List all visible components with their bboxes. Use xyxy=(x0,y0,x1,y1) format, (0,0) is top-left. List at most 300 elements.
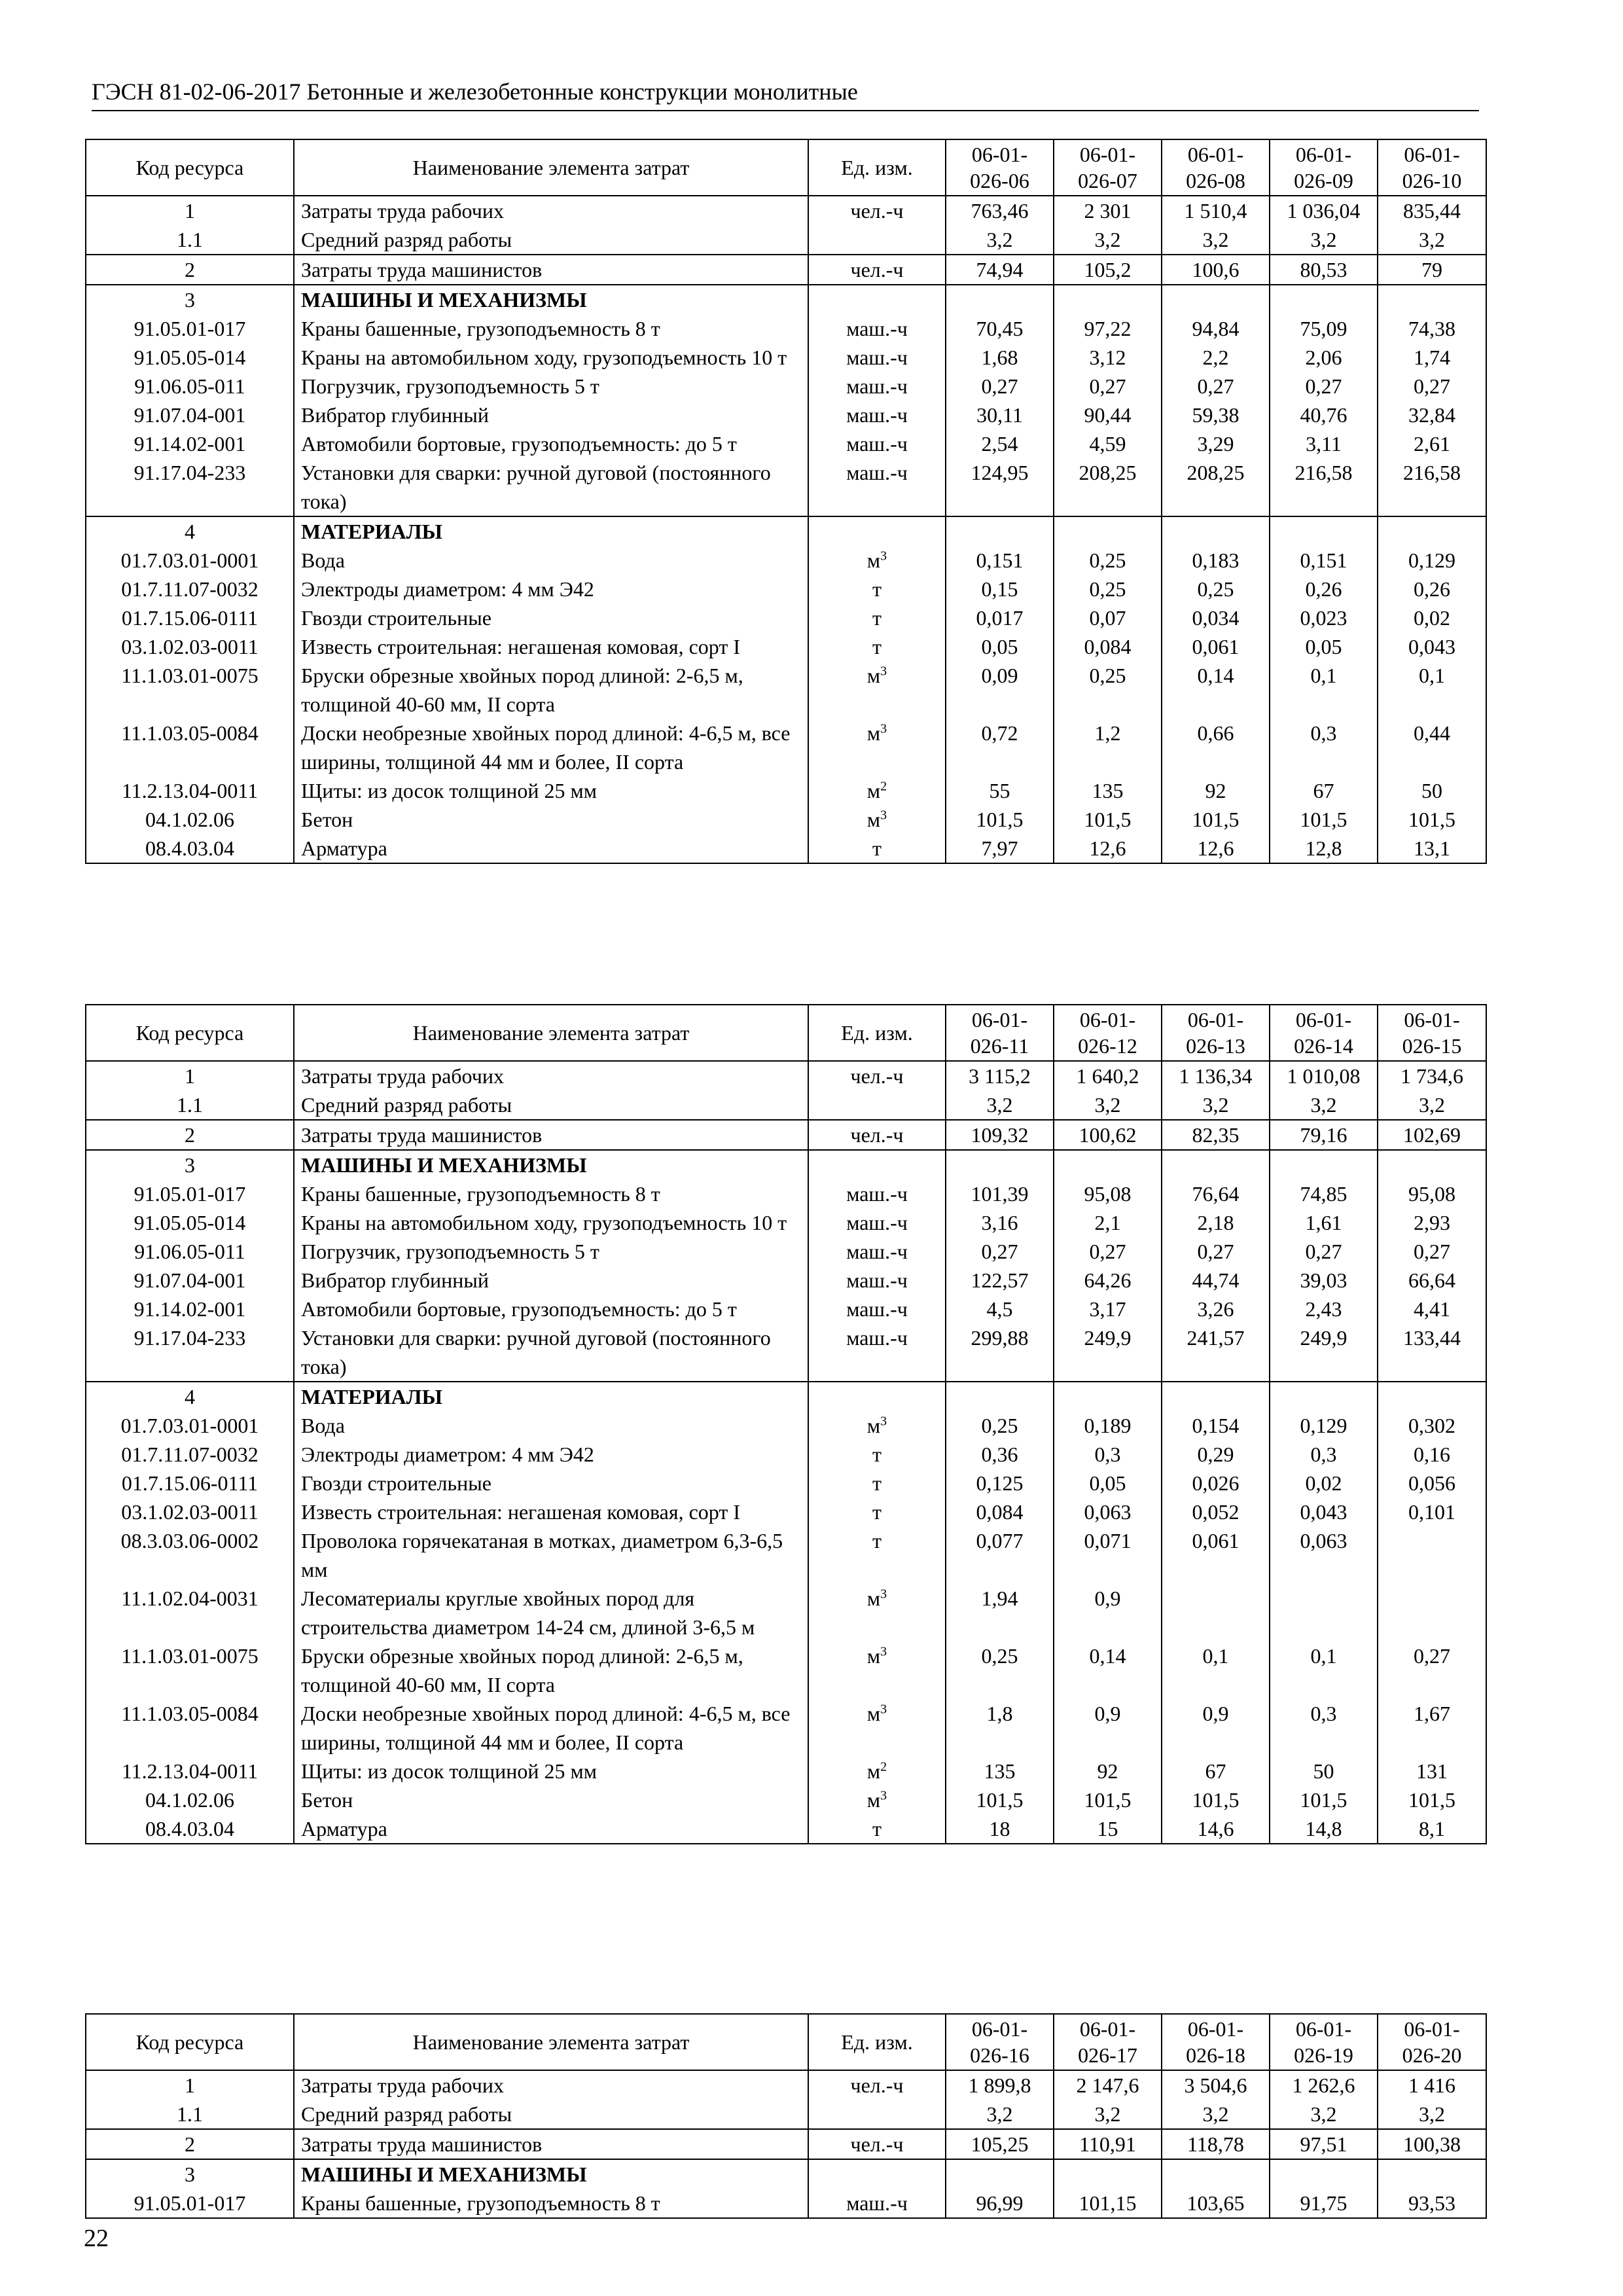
value-cell: 1 136,34 xyxy=(1162,1061,1270,1090)
unit-text: т xyxy=(872,1817,882,1840)
unit-cell xyxy=(808,834,946,863)
value-cell: 13,1 xyxy=(1378,834,1486,863)
section-title: МАШИНЫ И МЕХАНИЗМЫ xyxy=(294,1150,808,1179)
value-cell: 0,1 xyxy=(1162,1641,1270,1699)
value-cell: 0,052 xyxy=(1162,1498,1270,1526)
value-cell xyxy=(1162,2159,1270,2189)
value-cell: 2,54 xyxy=(946,429,1054,458)
unit-cell xyxy=(808,458,946,516)
unit-text: т xyxy=(872,1529,882,1552)
resource-code: 01.7.03.01-0001 xyxy=(86,546,294,575)
value-cell: 0,72 xyxy=(946,719,1054,776)
unit-cell xyxy=(808,719,946,776)
page-number: 22 xyxy=(84,2225,109,2252)
value-cell: 101,5 xyxy=(946,805,1054,834)
unit-cell xyxy=(808,776,946,805)
resource-code: 91.05.01-017 xyxy=(86,1179,294,1208)
unit-text: м xyxy=(866,548,881,572)
value-cell xyxy=(1378,1382,1486,1411)
value-cell: 1,68 xyxy=(946,343,1054,372)
resource-code: 4 xyxy=(86,1382,294,1411)
resource-code: 91.05.05-014 xyxy=(86,1208,294,1237)
value-cell: 1,67 xyxy=(1378,1699,1486,1757)
value-cell: 3,2 xyxy=(1270,1090,1378,1120)
value-cell: 0,1 xyxy=(1270,1641,1378,1699)
table-row xyxy=(86,1323,1486,1382)
value-cell: 3,2 xyxy=(1162,2100,1270,2129)
value-cell: 0,05 xyxy=(946,632,1054,661)
value-cell: 0,043 xyxy=(1270,1498,1378,1526)
resource-code: 01.7.11.07-0032 xyxy=(86,1440,294,1469)
value-cell: 0,9 xyxy=(1054,1584,1162,1641)
value-cell: 92 xyxy=(1162,776,1270,805)
value-cell: 101,15 xyxy=(1054,2189,1162,2218)
unit-cell xyxy=(808,1090,946,1120)
resource-name: Средний разряд работы xyxy=(294,225,808,255)
value-cell xyxy=(1162,285,1270,314)
value-cell: 249,9 xyxy=(1270,1323,1378,1382)
unit-cell xyxy=(808,1757,946,1785)
value-cell: 0,09 xyxy=(946,661,1054,719)
table-row xyxy=(86,1061,1486,1090)
value-cell xyxy=(1054,2159,1162,2189)
resource-name: Средний разряд работы xyxy=(294,1090,808,1120)
resource-code: 91.17.04-233 xyxy=(86,1323,294,1382)
resource-name: Проволока горячекатаная в мотках, диаметром 6,3-6,5 мм xyxy=(294,1526,808,1584)
resource-code: 91.05.01-017 xyxy=(86,314,294,343)
resource-code: 91.07.04-001 xyxy=(86,1266,294,1295)
value-cell: 216,58 xyxy=(1378,458,1486,516)
value-cell xyxy=(1378,1150,1486,1179)
unit-cell xyxy=(808,575,946,603)
unit-cell xyxy=(808,343,946,372)
value-cell xyxy=(1378,1584,1486,1641)
resource-table-1 xyxy=(85,139,1487,864)
table-row xyxy=(86,314,1486,343)
value-cell: 0,017 xyxy=(946,603,1054,632)
resource-code: 03.1.02.03-0011 xyxy=(86,632,294,661)
unit-cell xyxy=(808,1120,946,1150)
unit-cell xyxy=(808,2129,946,2159)
value-cell: 100,38 xyxy=(1378,2129,1486,2159)
unit-exponent: 3 xyxy=(880,1414,887,1429)
unit-cell xyxy=(808,225,946,255)
value-cell: 0,3 xyxy=(1270,719,1378,776)
value-cell: 241,57 xyxy=(1162,1323,1270,1382)
unit-cell xyxy=(808,632,946,661)
value-cell: 3,26 xyxy=(1162,1295,1270,1323)
table-row xyxy=(86,1237,1486,1266)
value-cell: 91,75 xyxy=(1270,2189,1378,2218)
unit-cell xyxy=(808,196,946,225)
value-cell: 0,061 xyxy=(1162,1526,1270,1584)
value-cell: 0,02 xyxy=(1378,603,1486,632)
resource-code: 91.14.02-001 xyxy=(86,429,294,458)
header-norm-code: 06-01- 026-20 xyxy=(1378,2014,1486,2070)
resource-name: Краны башенные, грузоподъемность 8 т xyxy=(294,1179,808,1208)
unit-exponent: 3 xyxy=(880,548,887,564)
value-cell: 50 xyxy=(1378,776,1486,805)
header-norm-code: 06-01- 026-14 xyxy=(1270,1005,1378,1061)
value-cell: 0,29 xyxy=(1162,1440,1270,1469)
value-cell: 1,8 xyxy=(946,1699,1054,1757)
unit-cell xyxy=(808,401,946,429)
value-cell xyxy=(1162,516,1270,546)
unit-text: маш.-ч xyxy=(846,1211,908,1234)
value-cell: 76,64 xyxy=(1162,1179,1270,1208)
table-row xyxy=(86,776,1486,805)
value-cell: 92 xyxy=(1054,1757,1162,1785)
unit-text: чел.-ч xyxy=(850,1123,904,1147)
unit-text: маш.-ч xyxy=(846,432,908,456)
unit-cell xyxy=(808,1150,946,1179)
unit-text: т xyxy=(872,1443,882,1466)
resource-name: Бруски обрезные хвойных пород длиной: 2-6,5 м, толщиной 40-60 мм, II сорта xyxy=(294,661,808,719)
value-cell: 0,056 xyxy=(1378,1469,1486,1498)
value-cell: 0,077 xyxy=(946,1526,1054,1584)
resource-code: 11.1.03.05-0084 xyxy=(86,1699,294,1757)
value-cell: 135 xyxy=(1054,776,1162,805)
value-cell: 2,93 xyxy=(1378,1208,1486,1237)
resource-code: 11.1.03.05-0084 xyxy=(86,719,294,776)
value-cell: 2,1 xyxy=(1054,1208,1162,1237)
unit-text: м xyxy=(866,664,881,687)
value-cell: 0,063 xyxy=(1054,1498,1162,1526)
value-cell: 131 xyxy=(1378,1757,1486,1785)
header-code: Код ресурса xyxy=(86,1005,294,1061)
value-cell: 0,026 xyxy=(1162,1469,1270,1498)
resource-code: 01.7.11.07-0032 xyxy=(86,575,294,603)
value-cell: 39,03 xyxy=(1270,1266,1378,1295)
value-cell: 1 899,8 xyxy=(946,2070,1054,2100)
value-cell: 1,61 xyxy=(1270,1208,1378,1237)
table-row xyxy=(86,1469,1486,1498)
table-row xyxy=(86,429,1486,458)
unit-exponent: 3 xyxy=(880,1644,887,1659)
resource-code: 1.1 xyxy=(86,2100,294,2129)
value-cell: 3,2 xyxy=(1054,1090,1162,1120)
resource-code: 3 xyxy=(86,2159,294,2189)
resource-name: Установки для сварки: ручной дуговой (постоянного тока) xyxy=(294,1323,808,1382)
value-cell xyxy=(946,2159,1054,2189)
value-cell: 3,2 xyxy=(946,1090,1054,1120)
resource-name: Известь строительная: негашеная комовая, сорт I xyxy=(294,632,808,661)
value-cell xyxy=(1054,285,1162,314)
table-row xyxy=(86,805,1486,834)
table-row xyxy=(86,1266,1486,1295)
table-row xyxy=(86,546,1486,575)
value-cell: 110,91 xyxy=(1054,2129,1162,2159)
value-cell: 0,043 xyxy=(1378,632,1486,661)
header-norm-code: 06-01- 026-12 xyxy=(1054,1005,1162,1061)
section-title: МАТЕРИАЛЫ xyxy=(294,1382,808,1411)
unit-cell xyxy=(808,1469,946,1498)
value-cell: 4,5 xyxy=(946,1295,1054,1323)
table-row xyxy=(86,285,1486,314)
unit-exponent: 2 xyxy=(880,1759,887,1774)
value-cell: 0,023 xyxy=(1270,603,1378,632)
resource-name: Вибратор глубинный xyxy=(294,1266,808,1295)
value-cell: 0,02 xyxy=(1270,1469,1378,1498)
value-cell xyxy=(1270,516,1378,546)
value-cell: 70,45 xyxy=(946,314,1054,343)
table-row xyxy=(86,834,1486,863)
resource-name: Бруски обрезные хвойных пород длиной: 2-6,5 м, толщиной 40-60 мм, II сорта xyxy=(294,1641,808,1699)
resource-code: 01.7.15.06-0111 xyxy=(86,1469,294,1498)
resource-code: 08.3.03.06-0002 xyxy=(86,1526,294,1584)
value-cell: 109,32 xyxy=(946,1120,1054,1150)
table-row xyxy=(86,2070,1486,2100)
unit-text: маш.-ч xyxy=(846,1326,908,1350)
value-cell: 0,189 xyxy=(1054,1411,1162,1440)
resource-code: 11.1.03.01-0075 xyxy=(86,661,294,719)
unit-cell xyxy=(808,1498,946,1526)
value-cell: 0,3 xyxy=(1270,1440,1378,1469)
value-cell: 0,129 xyxy=(1378,546,1486,575)
unit-cell xyxy=(808,1179,946,1208)
value-cell: 122,57 xyxy=(946,1266,1054,1295)
resource-code: 11.2.13.04-0011 xyxy=(86,776,294,805)
unit-cell xyxy=(808,429,946,458)
unit-text: м xyxy=(866,1759,881,1783)
value-cell: 216,58 xyxy=(1270,458,1378,516)
header-norm-code: 06-01- 026-13 xyxy=(1162,1005,1270,1061)
value-cell xyxy=(1378,1526,1486,1584)
resource-code: 91.07.04-001 xyxy=(86,401,294,429)
resource-name: Краны башенные, грузоподъемность 8 т xyxy=(294,2189,808,2218)
table-row xyxy=(86,1120,1486,1150)
value-cell xyxy=(946,1382,1054,1411)
resource-name: Щиты: из досок толщиной 25 мм xyxy=(294,1757,808,1785)
value-cell: 14,6 xyxy=(1162,1814,1270,1844)
value-cell: 97,51 xyxy=(1270,2129,1378,2159)
table-row xyxy=(86,2159,1486,2189)
value-cell: 93,53 xyxy=(1378,2189,1486,2218)
value-cell: 249,9 xyxy=(1054,1323,1162,1382)
value-cell: 101,5 xyxy=(1162,1785,1270,1814)
value-cell: 1 734,6 xyxy=(1378,1061,1486,1090)
header-name: Наименование элемента затрат xyxy=(294,2014,808,2070)
resource-name: Электроды диаметром: 4 мм Э42 xyxy=(294,1440,808,1469)
value-cell: 12,6 xyxy=(1054,834,1162,863)
unit-cell xyxy=(808,2100,946,2129)
value-cell: 0,27 xyxy=(1378,1641,1486,1699)
resource-name: Вибратор глубинный xyxy=(294,401,808,429)
value-cell: 64,26 xyxy=(1054,1266,1162,1295)
unit-text: маш.-ч xyxy=(846,374,908,398)
unit-text: маш.-ч xyxy=(846,1182,908,1206)
unit-cell xyxy=(808,1266,946,1295)
value-cell: 2,61 xyxy=(1378,429,1486,458)
resource-code: 3 xyxy=(86,285,294,314)
resource-code: 4 xyxy=(86,516,294,546)
value-cell: 133,44 xyxy=(1378,1323,1486,1382)
value-cell: 0,154 xyxy=(1162,1411,1270,1440)
resource-name: Затраты труда рабочих xyxy=(294,2070,808,2100)
value-cell: 105,2 xyxy=(1054,255,1162,285)
table-row xyxy=(86,2189,1486,2218)
value-cell: 0,05 xyxy=(1054,1469,1162,1498)
value-cell xyxy=(1378,2159,1486,2189)
unit-text: чел.-ч xyxy=(850,1064,904,1088)
table-row xyxy=(86,1440,1486,1469)
value-cell: 40,76 xyxy=(1270,401,1378,429)
resource-code: 1 xyxy=(86,196,294,225)
unit-text: маш.-ч xyxy=(846,1268,908,1292)
resource-code: 2 xyxy=(86,2129,294,2159)
resource-name: Краны на автомобильном ходу, грузоподъемность 10 т xyxy=(294,1208,808,1237)
resource-code: 2 xyxy=(86,1120,294,1150)
value-cell: 50 xyxy=(1270,1757,1378,1785)
value-cell: 101,5 xyxy=(1054,805,1162,834)
unit-cell xyxy=(808,255,946,285)
value-cell: 3,2 xyxy=(1378,2100,1486,2129)
unit-cell xyxy=(808,2189,946,2218)
header-norm-code: 06-01- 026-10 xyxy=(1378,139,1486,196)
unit-exponent: 3 xyxy=(880,1702,887,1717)
resource-name: Бетон xyxy=(294,1785,808,1814)
value-cell: 0,302 xyxy=(1378,1411,1486,1440)
unit-cell xyxy=(808,2070,946,2100)
value-cell: 105,25 xyxy=(946,2129,1054,2159)
value-cell: 0,27 xyxy=(1162,1237,1270,1266)
unit-cell xyxy=(808,1584,946,1641)
resource-name: Затраты труда машинистов xyxy=(294,255,808,285)
resource-code: 08.4.03.04 xyxy=(86,1814,294,1844)
value-cell: 1 640,2 xyxy=(1054,1061,1162,1090)
resource-table-2 xyxy=(85,1004,1487,1844)
value-cell: 0,25 xyxy=(1054,546,1162,575)
value-cell: 103,65 xyxy=(1162,2189,1270,2218)
value-cell: 0,084 xyxy=(1054,632,1162,661)
value-cell: 100,62 xyxy=(1054,1120,1162,1150)
value-cell: 3,2 xyxy=(1270,2100,1378,2129)
value-cell: 0,151 xyxy=(1270,546,1378,575)
value-cell: 67 xyxy=(1270,776,1378,805)
unit-cell xyxy=(808,1295,946,1323)
value-cell: 101,5 xyxy=(946,1785,1054,1814)
header-unit: Ед. изм. xyxy=(808,139,946,196)
unit-exponent: 3 xyxy=(880,1788,887,1803)
resource-code: 04.1.02.06 xyxy=(86,1785,294,1814)
section-title: МАТЕРИАЛЫ xyxy=(294,516,808,546)
value-cell: 2 301 xyxy=(1054,196,1162,225)
resource-name: Доски необрезные хвойных пород длиной: 4-6,5 м, все ширины, толщиной 44 мм и более, II сорта xyxy=(294,719,808,776)
value-cell: 12,8 xyxy=(1270,834,1378,863)
value-cell: 3,2 xyxy=(1378,225,1486,255)
value-cell: 82,35 xyxy=(1162,1120,1270,1150)
unit-text: маш.-ч xyxy=(846,1240,908,1263)
value-cell: 0,27 xyxy=(1054,1237,1162,1266)
resource-code: 1.1 xyxy=(86,1090,294,1120)
header-name: Наименование элемента затрат xyxy=(294,139,808,196)
header-name: Наименование элемента затрат xyxy=(294,1005,808,1061)
value-cell: 3 504,6 xyxy=(1162,2070,1270,2100)
resource-code: 1 xyxy=(86,1061,294,1090)
table-row xyxy=(86,1785,1486,1814)
unit-cell xyxy=(808,1785,946,1814)
table-row xyxy=(86,255,1486,285)
value-cell: 0,44 xyxy=(1378,719,1486,776)
resource-code: 03.1.02.03-0011 xyxy=(86,1498,294,1526)
value-cell: 0,25 xyxy=(1054,575,1162,603)
header-row xyxy=(86,139,1486,196)
resource-name: Затраты труда рабочих xyxy=(294,1061,808,1090)
unit-text: чел.-ч xyxy=(850,2132,904,2156)
resource-name: Известь строительная: негашеная комовая, сорт I xyxy=(294,1498,808,1526)
value-cell: 2,43 xyxy=(1270,1295,1378,1323)
unit-text: маш.-ч xyxy=(846,1297,908,1321)
value-cell: 74,38 xyxy=(1378,314,1486,343)
resource-code: 91.06.05-011 xyxy=(86,1237,294,1266)
unit-cell xyxy=(808,1814,946,1844)
table-row xyxy=(86,1295,1486,1323)
value-cell xyxy=(946,516,1054,546)
unit-cell xyxy=(808,1699,946,1757)
value-cell: 763,46 xyxy=(946,196,1054,225)
resource-name: Затраты труда рабочих xyxy=(294,196,808,225)
value-cell: 0,25 xyxy=(946,1641,1054,1699)
unit-cell xyxy=(808,805,946,834)
resource-name: Краны башенные, грузоподъемность 8 т xyxy=(294,314,808,343)
table-row xyxy=(86,603,1486,632)
value-cell: 74,94 xyxy=(946,255,1054,285)
table-row xyxy=(86,1814,1486,1844)
value-cell: 1 510,4 xyxy=(1162,196,1270,225)
unit-text: м xyxy=(866,1702,881,1725)
value-cell: 94,84 xyxy=(1162,314,1270,343)
value-cell xyxy=(1378,285,1486,314)
value-cell: 0,27 xyxy=(1378,1237,1486,1266)
table-row xyxy=(86,1208,1486,1237)
header-norm-code: 06-01- 026-08 xyxy=(1162,139,1270,196)
resource-name: Арматура xyxy=(294,1814,808,1844)
running-header: ГЭСН 81-02-06-2017 Бетонные и железобетонные конструкции монолитные xyxy=(92,73,1479,111)
resource-code: 08.4.03.04 xyxy=(86,834,294,863)
value-cell: 0,27 xyxy=(946,1237,1054,1266)
value-cell: 208,25 xyxy=(1054,458,1162,516)
value-cell: 299,88 xyxy=(946,1323,1054,1382)
unit-exponent: 3 xyxy=(880,808,887,823)
resource-name: Затраты труда машинистов xyxy=(294,2129,808,2159)
value-cell: 835,44 xyxy=(1378,196,1486,225)
unit-exponent: 3 xyxy=(880,721,887,736)
value-cell: 1,74 xyxy=(1378,343,1486,372)
value-cell: 1 010,08 xyxy=(1270,1061,1378,1090)
resource-name: Лесоматериалы круглые хвойных пород для строительства диаметром 14-24 см, длиной 3-6,5 м xyxy=(294,1584,808,1641)
value-cell xyxy=(1270,1150,1378,1179)
resource-code: 91.06.05-011 xyxy=(86,372,294,401)
value-cell: 96,99 xyxy=(946,2189,1054,2218)
value-cell xyxy=(1270,285,1378,314)
value-cell: 90,44 xyxy=(1054,401,1162,429)
unit-text: маш.-ч xyxy=(846,403,908,427)
value-cell: 0,25 xyxy=(1162,575,1270,603)
value-cell xyxy=(1162,1150,1270,1179)
header-code: Код ресурса xyxy=(86,2014,294,2070)
value-cell: 0,034 xyxy=(1162,603,1270,632)
value-cell: 0,27 xyxy=(1162,372,1270,401)
table-row xyxy=(86,575,1486,603)
value-cell: 208,25 xyxy=(1162,458,1270,516)
unit-text: маш.-ч xyxy=(846,346,908,369)
value-cell: 0,27 xyxy=(1054,372,1162,401)
unit-text: чел.-ч xyxy=(850,258,904,281)
value-cell: 2,18 xyxy=(1162,1208,1270,1237)
unit-text: м xyxy=(866,1414,881,1437)
table-row xyxy=(86,196,1486,225)
value-cell: 0,07 xyxy=(1054,603,1162,632)
